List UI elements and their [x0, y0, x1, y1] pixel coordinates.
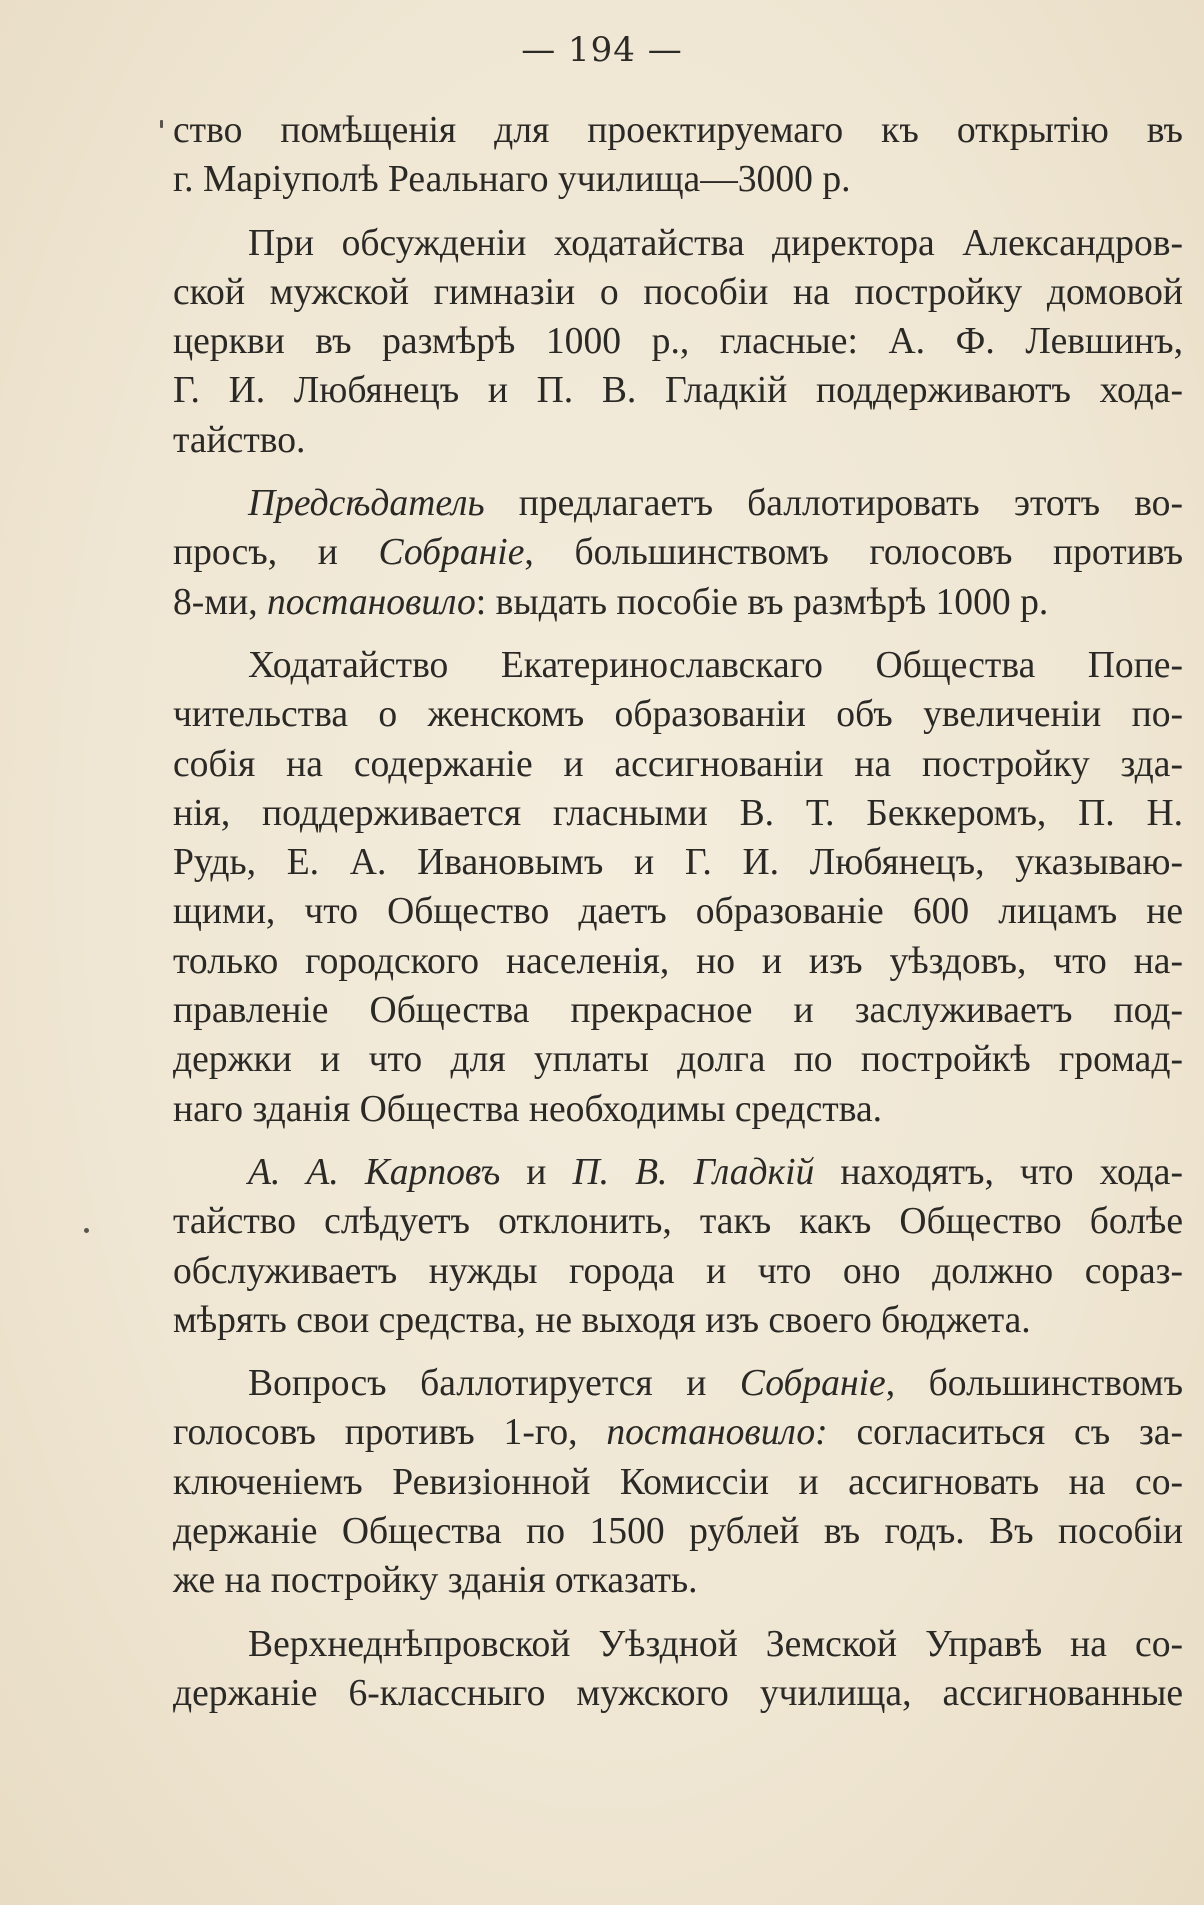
text-line: А. А. Карповъ и П. В. Гладкій находятъ, что хода-: [248, 1151, 1183, 1193]
text-line: Вопросъ баллотируется и Собраніе, большинствомъ: [248, 1363, 1183, 1405]
text-line: чительства о женскомъ образованіи объ увеличеніи по-: [173, 694, 1183, 736]
text-line: церкви въ размѣрѣ 1000 р., гласные: А. Ф. Левшинъ,: [173, 321, 1183, 363]
italic-term: постановило:: [606, 1412, 828, 1454]
italic-term: постановило: [266, 581, 476, 623]
paper-speck: [160, 120, 163, 128]
text-line: Верхнеднѣпровской Уѣздной Земской Управѣ на со-: [248, 1623, 1183, 1665]
page-number: — 194 —: [521, 30, 683, 70]
italic-speaker: П. В. Гладкій: [572, 1151, 815, 1193]
text-line: просъ, и Собраніе, большинствомъ голосовъ противъ: [173, 532, 1184, 574]
text-line: ство помѣщенія для проектируемаго къ открытію въ: [173, 110, 1183, 151]
text-line: наго зданія Общества необходимы средства.: [173, 1088, 883, 1130]
text-line: держки и что для уплаты долга по постройкѣ громад-: [173, 1039, 1183, 1081]
text-line: При обсужденіи ходатайства директора Александров-: [248, 222, 1183, 264]
text-line: Г. И. Любянецъ и П. В. Гладкій поддерживаютъ хода-: [173, 370, 1183, 412]
text-line: ской мужской гимназіи о пособіи на постройку домовой: [173, 271, 1183, 313]
paragraph-6: [173, 1359, 1183, 1605]
text-line: же на постройку зданія отказать.: [173, 1560, 698, 1602]
italic-speaker: Предсѣдатель: [248, 483, 485, 525]
text-line: правленіе Общества прекрасное и заслуживаетъ под-: [173, 990, 1183, 1032]
text-line: голосовъ противъ 1-го, постановило: согласиться съ за-: [173, 1412, 1183, 1454]
paragraph-3: [173, 479, 1183, 627]
text-line: держаніе Общества по 1500 рублей въ годъ. Въ пособіи: [173, 1511, 1183, 1553]
italic-speaker: А. А. Карповъ: [248, 1151, 501, 1193]
text-line: обслуживаетъ нужды города и что оно должно сораз-: [173, 1250, 1183, 1292]
text-line: Рудь, Е. А. Ивановымъ и Г. И. Любянецъ, указываю-: [173, 842, 1183, 884]
text-line: мѣрять свои средства, не выходя изъ своего бюджета.: [173, 1299, 1031, 1341]
text-line: держаніе 6-классныго мужского училища, ассигнованные: [173, 1672, 1183, 1714]
text-line: щими, что Общество даетъ образованіе 600 лицамъ не: [173, 891, 1183, 933]
text-line: тайство слѣдуетъ отклонить, такъ какъ Общество болѣе: [173, 1201, 1183, 1243]
text-line: тайство.: [173, 419, 306, 461]
italic-term: Собраніе: [739, 1363, 886, 1405]
text-line: Ходатайство Екатеринославскаго Общества Попе-: [248, 644, 1183, 686]
text-line: Предсѣдатель предлагаетъ баллотировать этотъ во-: [248, 483, 1183, 525]
text-line: г. Маріуполѣ Реальнаго училища—3000 р.: [173, 159, 851, 201]
text-line: 8-ми, постановило: выдать пособіе въ размѣрѣ 1000 р.: [173, 581, 1049, 623]
text-line: нія, поддерживается гласными В. Т. Беккеромъ, П. Н.: [173, 792, 1183, 834]
paragraph-1: [173, 106, 1183, 205]
text-line: ключеніемъ Ревизіонной Комиссіи и ассигновать на со-: [173, 1461, 1183, 1503]
italic-term: Собраніе: [378, 532, 525, 574]
body-text: [173, 106, 1183, 1732]
paragraph-4: [173, 641, 1183, 1134]
paragraph-7: [173, 1620, 1183, 1719]
paper-speck: [84, 1228, 89, 1233]
paragraph-2: [173, 219, 1183, 465]
text-line: собія на содержаніе и ассигнованіи на постройку зда-: [173, 743, 1183, 785]
text-line: только городского населенія, но и изъ уѣздовъ, что на-: [173, 940, 1183, 982]
paragraph-5: [173, 1148, 1183, 1345]
